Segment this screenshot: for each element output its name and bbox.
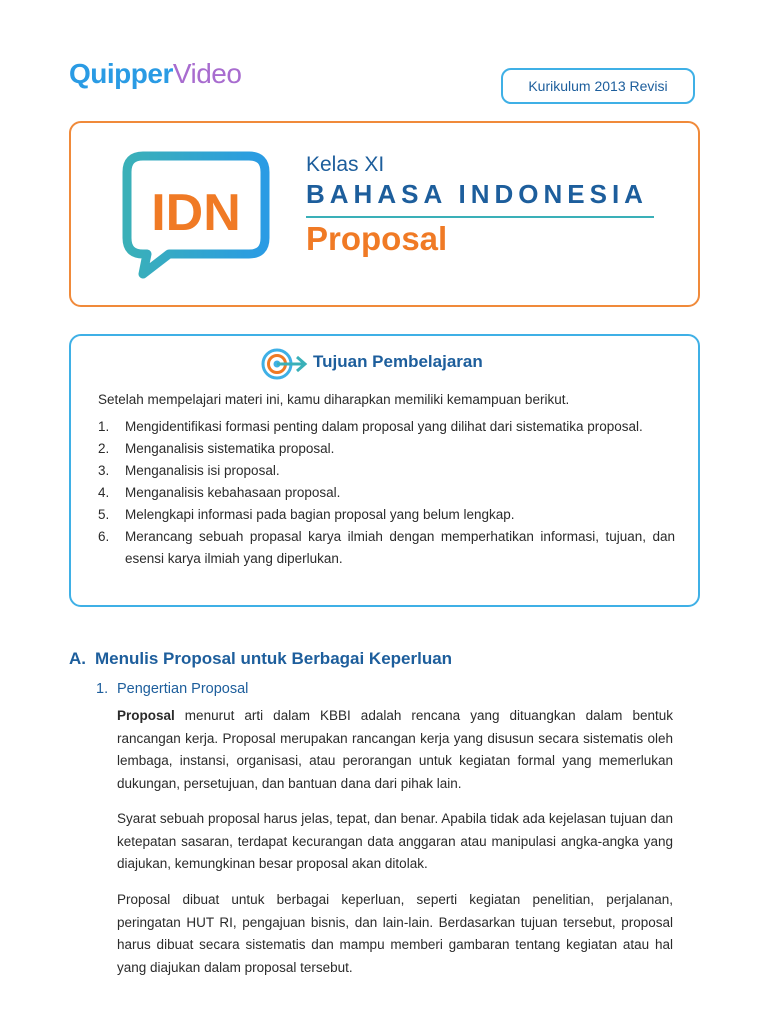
section-a-heading (69, 649, 452, 669)
list-item: 2. Menganalisis sistematika proposal. (98, 441, 335, 456)
paragraph-requirements: Syarat sebuah proposal harus jelas, tepat, dan benar. Apabila tidak ada kejelasan tujuan dan ketepatan sasaran, terdapat kecurangan data anggaran atau manipulasi angka-angka yang diajukan, kemungkinan besar proposal akan ditolak. (117, 811, 673, 871)
subject-title: BAHASA INDONESIA (306, 179, 648, 209)
list-item: 1. Mengidentifikasi formasi penting dalam proposal yang dilihat dari sistematika proposal. (98, 419, 643, 434)
list-item: 3. Menganalisis isi proposal. (98, 463, 280, 478)
subsection-number: 1. (96, 681, 109, 697)
section-number: A. (69, 649, 86, 668)
goals-intro: Setelah mempelajari materi ini, kamu diharapkan memiliki kemampuan berikut. (98, 392, 570, 407)
brand-video: Video (172, 58, 242, 89)
list-item: 6. Merancang sebuah propasal karya ilmiah dengan memperhatikan informasi, tujuan, dan esensi karya ilmiah yang diperlukan. (98, 529, 675, 566)
quipper-video-logo (69, 58, 241, 90)
section-title: Menulis Proposal untuk Berbagai Keperluan (95, 649, 453, 668)
learning-goals-box (69, 334, 700, 607)
topic-title: Proposal (306, 220, 448, 257)
list-item: 4. Menganalisis kebahasaan proposal. (98, 485, 341, 500)
grade-label: Kelas XI (306, 153, 385, 176)
logo-text: IDN (151, 184, 241, 242)
curriculum-badge: Kurikulum 2013 Revisi (501, 68, 695, 104)
chat-bubble-icon (121, 150, 271, 280)
subsection-1-heading (96, 681, 248, 697)
title-card (69, 121, 700, 307)
term-proposal: Proposal (117, 708, 175, 723)
title-divider (306, 216, 654, 218)
brand-quipper: Quipper (69, 58, 173, 89)
paragraph-purposes: Proposal dibuat untuk berbagai keperluan, seperti kegiatan penelitian, perjalanan, peringatan HUT RI, pengajuan bisnis, dan lain-lain. Berdasarkan tujuan tersebut, proposal harus dibuat secara sistematis dan mampu memberi gambaran tentang kegiatan atau hal yang diajukan dalam proposal tersebut. (117, 892, 673, 975)
learning-goals-title: Tujuan Pembelajaran (313, 352, 483, 371)
list-item: 5. Melengkapi informasi pada bagian proposal yang belum lengkap. (98, 507, 515, 522)
goals-list (98, 416, 675, 570)
target-arrow-icon (261, 348, 309, 380)
paragraph-definition: Proposal menurut arti dalam KBBI adalah rencana yang dituangkan dalam bentuk rancangan kerja. Proposal merupakan rancangan kerja yang disusun secara sistematis oleh lembaga, instansi, organisasi, atau perorangan untuk kegiatan formal yang memerlukan dukungan, persetujuan, dan bantuan dana dari pihak lain. (117, 708, 673, 791)
subsection-title: Pengertian Proposal (117, 681, 249, 697)
